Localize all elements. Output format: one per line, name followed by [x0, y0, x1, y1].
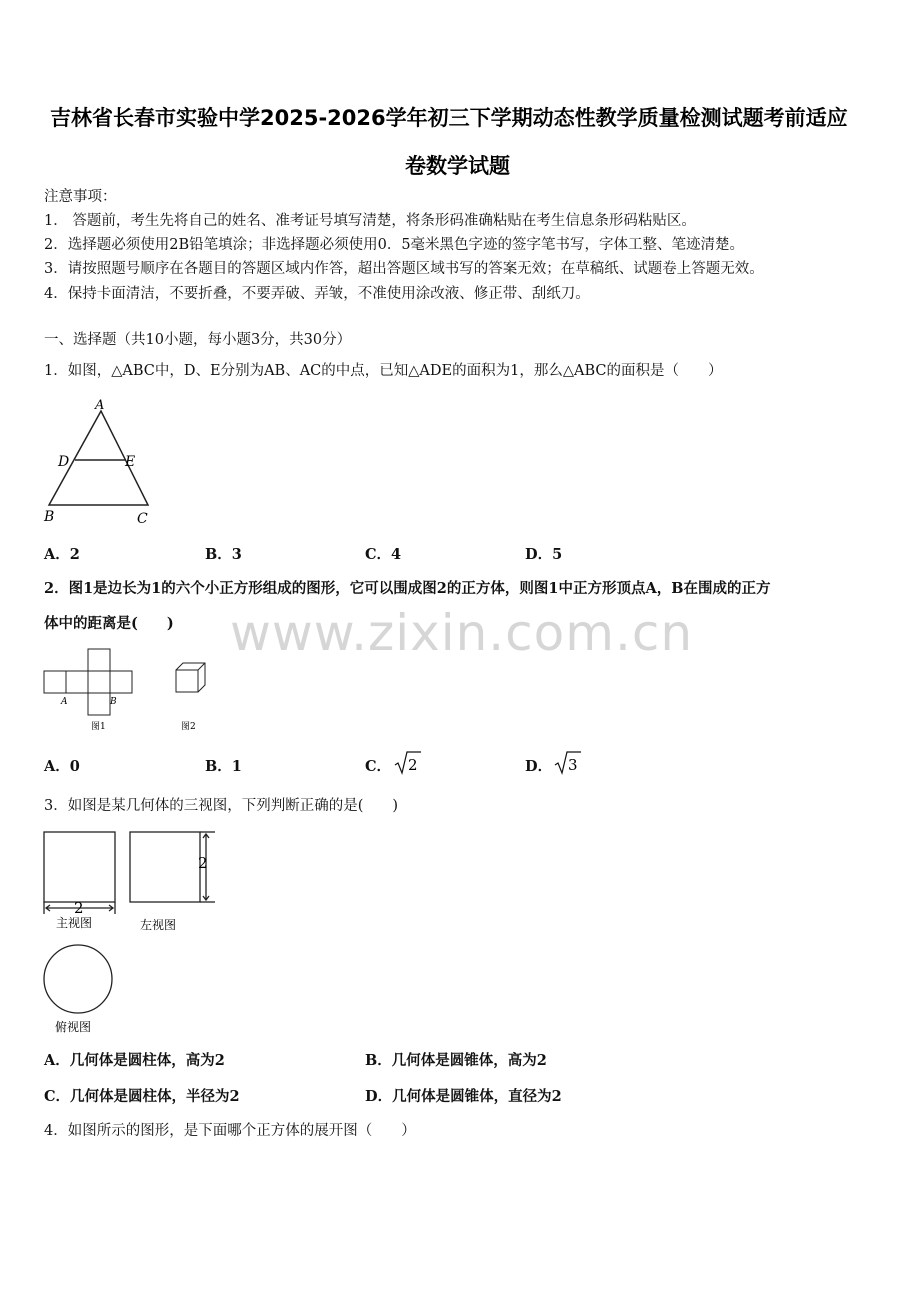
sqrt-3-symbol — [553, 749, 583, 777]
q3-option-d[interactable]: D．几何体是圆锥体，直径为2 — [365, 1088, 562, 1105]
q1-option-a[interactable]: A．2 — [44, 546, 80, 563]
fig2-label: 图2 — [181, 722, 196, 732]
top-view-label: 俯视图 — [55, 1020, 92, 1034]
notice-item-4: 4．保持卡面清洁，不要折叠，不要弄破、弄皱，不准使用涂改液、修正带、刮纸刀。 — [44, 286, 590, 302]
exam-title-line1: 吉林省长春市实验中学2025-2026学年初三下学期动态性教学质量检测试题考前适应 — [50, 106, 848, 130]
notice-heading: 注意事项： — [44, 189, 117, 205]
cube-net-figure — [40, 645, 140, 740]
notice-item-1: 1． 答题前，考生先将自己的姓名、准考证号填写清楚，将条形码准确粘贴在考生信息条形码粘贴区。 — [44, 213, 696, 229]
vertex-label-d: D — [58, 454, 70, 470]
question-4-text: 4．如图所示的图形，是下面哪个正方体的展开图（ ） — [44, 1123, 416, 1139]
top-view-figure — [38, 940, 128, 1037]
q1-option-d[interactable]: D．5 — [525, 546, 563, 563]
front-view-square — [44, 832, 115, 902]
point-a-label: A — [61, 697, 68, 707]
sqrt-3-radicand: 3 — [568, 756, 578, 774]
triangle-figure — [38, 395, 158, 530]
watermark: www.zixin.com.cn — [230, 604, 694, 662]
q1-option-c[interactable]: C．4 — [365, 546, 402, 563]
vertex-label-a: A — [95, 398, 105, 413]
q2-option-a[interactable]: A．0 — [44, 758, 80, 775]
question-2-text-line1: 2．图1是边长为1的六个小正方形组成的图形，它可以围成图2的正方体，则图1中正方形顶点A，B在围成的正方 — [44, 580, 771, 597]
vertex-label-b: B — [44, 509, 55, 525]
point-b-label: B — [110, 697, 117, 707]
height-dimension: 2 — [198, 854, 208, 872]
section-heading: 一、选择题（共10小题，每小题3分，共30分） — [44, 332, 352, 348]
sqrt-2-radicand: 2 — [408, 756, 418, 774]
fig1-label: 图1 — [91, 722, 106, 732]
sqrt-2-symbol — [393, 749, 423, 777]
q1-option-b[interactable]: B．3 — [205, 546, 242, 563]
notice-item-3: 3．请按照题号顺序在各题目的答题区域内作答，超出答题区域书写的答案无效；在草稿纸、试题卷上答题无效。 — [44, 261, 764, 277]
vertex-label-e: E — [125, 454, 136, 470]
top-view-circle — [44, 945, 112, 1013]
side-view-square — [130, 832, 200, 902]
q2-option-d[interactable]: D． — [525, 758, 553, 775]
q2-option-c[interactable]: C． — [365, 758, 392, 775]
three-views-figure — [38, 826, 228, 936]
question-1-text: 1．如图，△ABC中，D、E分别为AB、AC的中点，已知△ADE的面积为1，那么△ABC的面积是（ ） — [44, 363, 723, 379]
q3-option-b[interactable]: B．几何体是圆锥体，高为2 — [365, 1052, 547, 1069]
notice-item-2: 2．选择题必须使用2B铅笔填涂；非选择题必须使用0．5毫米黑色字迹的签字笔书写，字体工整、笔迹清楚。 — [44, 237, 745, 253]
question-2-text-line2: 体中的距离是( ) — [44, 615, 174, 632]
question-3-text: 3．如图是某几何体的三视图，下列判断正确的是( ) — [44, 798, 399, 814]
q2-option-b[interactable]: B．1 — [205, 758, 242, 775]
width-dimension: 2 — [74, 899, 84, 917]
q3-option-a[interactable]: A．几何体是圆柱体，高为2 — [44, 1052, 225, 1069]
front-view-label: 主视图 — [56, 916, 93, 930]
vertex-label-c: C — [137, 511, 148, 527]
exam-title-line2: 卷数学试题 — [405, 154, 510, 178]
q3-option-c[interactable]: C．几何体是圆柱体，半径为2 — [44, 1088, 240, 1105]
cube-figure — [170, 658, 215, 738]
side-view-label: 左视图 — [140, 918, 177, 932]
